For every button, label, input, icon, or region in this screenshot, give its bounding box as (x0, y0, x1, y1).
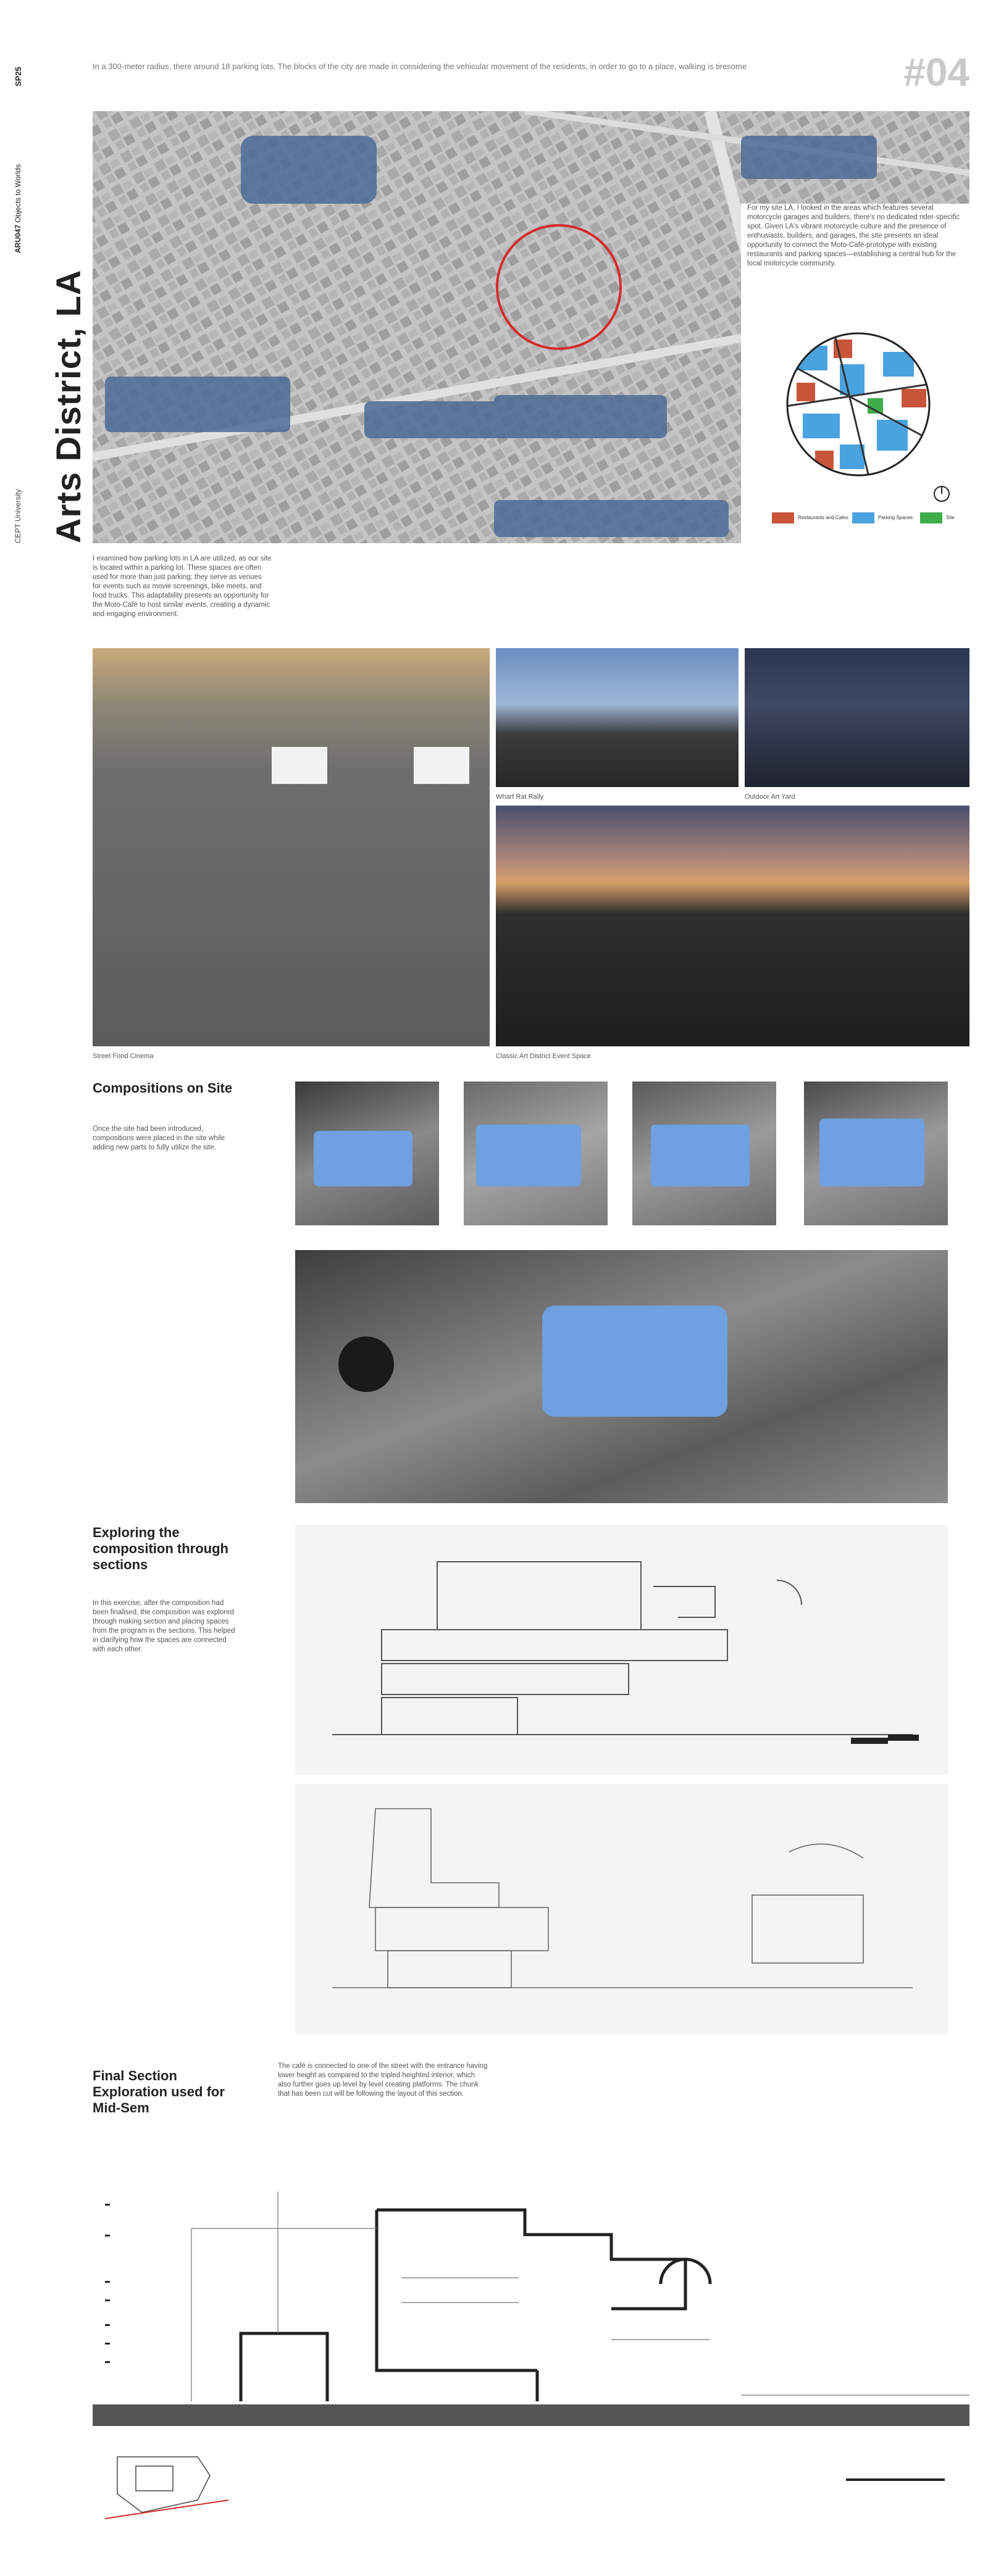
scale-bar (846, 2478, 945, 2486)
course-label (14, 164, 22, 253)
course-title: Objects to Worlds (14, 164, 22, 223)
site-map-graphic (741, 321, 969, 543)
legend-label-site: Site (946, 515, 955, 520)
section-sketch-2 (295, 1784, 948, 2034)
compositions-text: Once the site had been introduced, compositions were placed in the site while adding new parts to fully utilize the site. (93, 1125, 225, 1151)
compositions-title: Compositions on Site (93, 1080, 233, 1096)
composition-large-view (295, 1250, 948, 1503)
section-sketch-1-drawing (295, 1525, 948, 1775)
legend-swatch-restaurants (772, 512, 794, 523)
blue-mass-2 (476, 1125, 581, 1186)
blue-mass-1 (314, 1131, 412, 1186)
university-label: CEPT University (14, 489, 22, 543)
dark-sphere (338, 1336, 394, 1392)
header-intro: In a 300-meter radius, there around 18 parking lots. The blocks of the city are made in considering the vehicular movement of the residents, in order to go to a place, walking is tiresome (93, 62, 747, 71)
legend-swatch-site (920, 512, 942, 523)
caption-outdoor-art-yard: Outdoor Art Yard (745, 793, 795, 801)
course-code: ARU047 (14, 224, 22, 253)
final-section-title: Final Section Exploration used for Mid-Sem (93, 2068, 225, 2115)
composition-view-3 (632, 1082, 776, 1225)
parking-description: I examined how parking lots in LA are utilized, as our site is located within a parking lot. These spaces are often used for more than just parking; they serve as venues for events such as movie screenings, bike meets, and food trucks. This adaptability presents an opportunity for the Moto-Café to host similar events, creating a dynamic and engaging environment. (93, 555, 272, 618)
blue-mass-large (542, 1306, 727, 1417)
composition-view-4 (804, 1082, 948, 1225)
legend (772, 512, 969, 525)
legend-label-restaurants: Restaurants and Cafes (798, 515, 848, 520)
main-title: Arts District, LA (49, 269, 88, 543)
blue-mass-3 (651, 1125, 750, 1186)
photo-outdoor-art-yard (745, 648, 969, 787)
cinema-screen-left (272, 747, 327, 784)
final-section-text: The café is connected to one of the street with the entrance having lower height as compared to the tripled heighted interior, which also further goes up level by level creating platforms. The chunk that has been cut will be following the layout of this section. (278, 2062, 488, 2098)
key-plan-drawing (105, 2445, 241, 2531)
legend-swatch-parking (852, 512, 874, 523)
caption-classic-art-district: Classic Art District Event Space (496, 1052, 592, 1060)
key-plan (105, 2445, 241, 2531)
caption-street-food-cinema: Street Food Cinema (93, 1052, 154, 1060)
cinema-screen-right (414, 747, 469, 784)
scale-bar-line (846, 2478, 945, 2481)
site-map-panel (741, 321, 969, 543)
section-sketch-2-drawing (295, 1784, 948, 2034)
final-section-drawing (93, 2185, 969, 2432)
blue-mass-4 (819, 1119, 924, 1186)
page-number: #04 (903, 50, 969, 94)
composition-view-2 (464, 1082, 608, 1225)
sections-text: In this exercise, after the composition had been finalised, the composition was explored through making section and placing spaces from the program in the sections. This helped in clarifying how the spaces are connected with each other. (93, 1599, 235, 1653)
section-sketch-1 (295, 1525, 948, 1775)
legend-label-parking: Parking Spaces (878, 515, 913, 520)
composition-view-1 (295, 1082, 439, 1225)
final-section-svg (93, 2185, 969, 2432)
photo-street-food-cinema (93, 648, 490, 1046)
sections-title: Exploring the composition through sections (93, 1525, 228, 1572)
semester-label: SP25 (14, 67, 23, 86)
site-description: For my site LA, I looked in the areas which features several motorcycle garages and builders, there's no dedicated rider-specific spot. Given LA's vibrant motorcycle culture and the presence of enthusiasts, builders, and garages, the site presents an ideal opportunity to connect the Moto-Café-prototype with existing restaurants and parking spaces—establishing a central hub for the local motorcycle community. (747, 204, 960, 267)
caption-wharf-rat-rally: Wharf Rat Rally (496, 793, 544, 801)
photo-classic-art-district (496, 806, 969, 1046)
photo-wharf-rat-rally (496, 648, 739, 787)
